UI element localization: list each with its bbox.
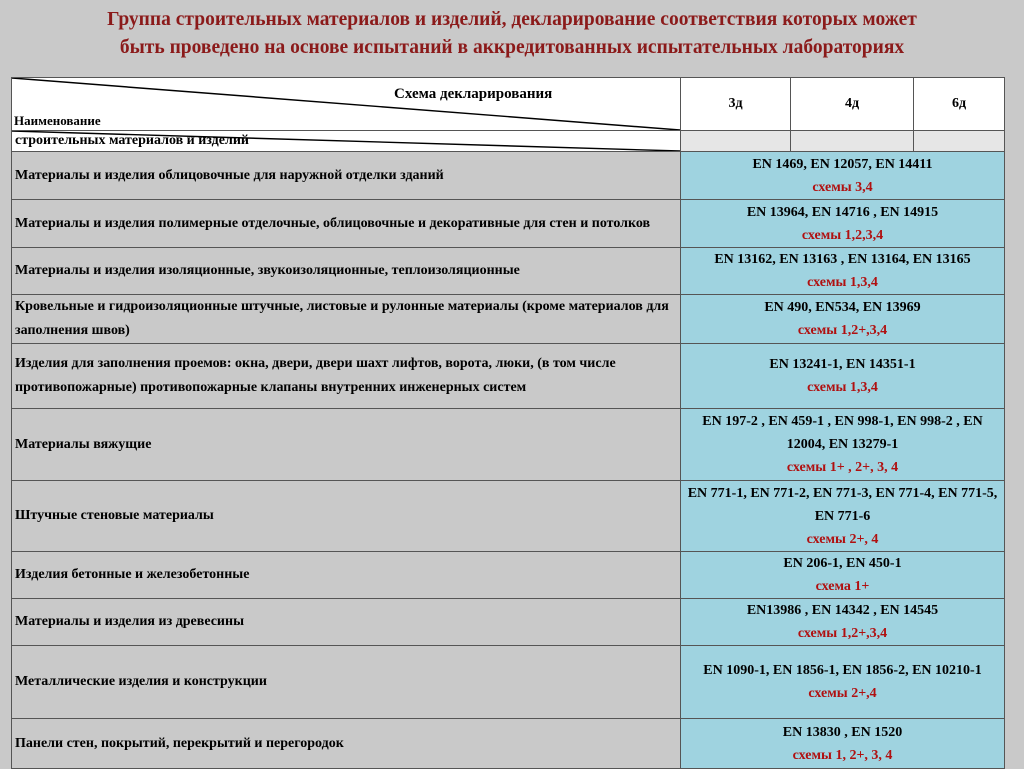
declaration-schemes: схемы 1, 2+, 3, 4 [792,747,893,763]
standards-cell [681,248,1005,295]
column-header-6d: 6д [914,78,1005,131]
name-label: Наименование [14,113,101,128]
standard-codes: EN 197-2 , EN 459-1 , EN 998-1, EN 998-2 , EN 12004, EN 13279-1 [702,414,983,452]
standard-codes: EN 490, EN534, EN 13969 [764,300,921,315]
standard-codes: EN13986 , EN 14342 , EN 14545 [746,603,939,618]
table-row [12,248,1005,295]
declaration-schemes: схемы 1+ , 2+, 3, 4 [786,460,899,475]
title-line-2: быть проведено на основе испытаний в аккредитованных испытательных лабораториях [119,37,905,58]
material-name-cell: Материалы и изделия из древесины [12,599,681,646]
blank-cell [914,131,1005,152]
declaration-schemes: схемы 1,2,3,4 [801,227,884,243]
standards-cell [681,409,1005,481]
table-row [12,719,1005,769]
standard-codes: EN 13830 , EN 1520 [782,724,903,740]
column-header-4d: 4д [791,78,914,131]
declaration-schemes: схемы 1,3,4 [807,380,878,395]
diagonal-line [12,78,680,130]
table-row [12,295,1005,344]
column-header-3d: 3д [681,78,791,131]
material-name-cell: Кровельные и гидроизоляционные штучные, листовые и рулонные материалы (кроме материалов для заполнения швов) [12,295,681,344]
material-name-cell: Металлические изделия и конструкции [12,646,681,719]
blank-cell [681,131,791,152]
blank-cell [791,131,914,152]
subheader-label: строительных материалов и изделий [15,133,249,148]
material-name-cell: Материалы и изделия полимерные отделочные, облицовочные и декоративные для стен и потолков [12,200,681,248]
declaration-schemes: схема 1+ [815,579,870,594]
declaration-schemes: схемы 2+, 4 [806,531,879,547]
material-name-cell: Штучные стеновые материалы [12,481,681,552]
declaration-schemes: схемы 1,2+,3,4 [797,626,888,641]
material-name-cell: Материалы и изделия изоляционные, звукоизоляционные, теплоизоляционные [12,248,681,295]
standards-cell [681,719,1005,769]
materials-table [11,77,1005,769]
standard-codes: EN 1090-1, EN 1856-1, EN 1856-2, EN 10210-1 [703,663,982,678]
table-row [12,599,1005,646]
standards-cell [681,295,1005,344]
title-line-1: Группа строительных материалов и изделий, декларирование соответствия которых может [107,9,917,30]
table-row [12,152,1005,200]
material-name-cell: Изделия для заполнения проемов: окна, двери, двери шахт лифтов, ворота, люки, (в том числе противопожарные) противопожарные клапаны внутренних инженерных систем [12,344,681,409]
subheader-cell [12,131,681,152]
standard-codes: EN 206-1, EN 450-1 [783,556,902,571]
page-title [0,6,1024,62]
standards-cell [681,552,1005,599]
diagonal-header-cell [12,78,681,131]
standard-codes: EN 771-1, EN 771-2, EN 771-3, EN 771-4, EN 771-5, EN 771-6 [687,485,998,524]
material-name-cell: Материалы вяжущие [12,409,681,481]
declaration-schemes: схемы 3,4 [812,179,873,195]
standard-codes: EN 13162, EN 13163 , EN 13164, EN 13165 [714,252,971,267]
table-body [12,78,1005,769]
table-row [12,344,1005,409]
declaration-schemes: схемы 2+,4 [808,686,877,701]
material-name-cell: Панели стен, покрытий, перекрытий и перегородок [12,719,681,769]
table-row [12,552,1005,599]
schema-label: Схема декларирования [394,86,553,102]
table-row [12,200,1005,248]
material-name-cell: Изделия бетонные и железобетонные [12,552,681,599]
standards-cell [681,481,1005,552]
standards-cell [681,646,1005,719]
standards-cell [681,599,1005,646]
table-row [12,409,1005,481]
standard-codes: EN 13964, EN 14716 , EN 14915 [746,204,939,220]
standard-codes: EN 13241-1, EN 14351-1 [769,357,916,372]
header-row [12,78,1005,131]
declaration-schemes: схемы 1,3,4 [807,275,878,290]
standards-cell [681,344,1005,409]
table-row [12,481,1005,552]
declaration-schemes: схемы 1,2+,3,4 [797,323,888,338]
standards-cell [681,152,1005,200]
table-row [12,646,1005,719]
subheader-row [12,131,1005,152]
standards-cell [681,200,1005,248]
standard-codes: EN 1469, EN 12057, EN 14411 [752,156,933,172]
material-name-cell: Материалы и изделия облицовочные для наружной отделки зданий [12,152,681,200]
